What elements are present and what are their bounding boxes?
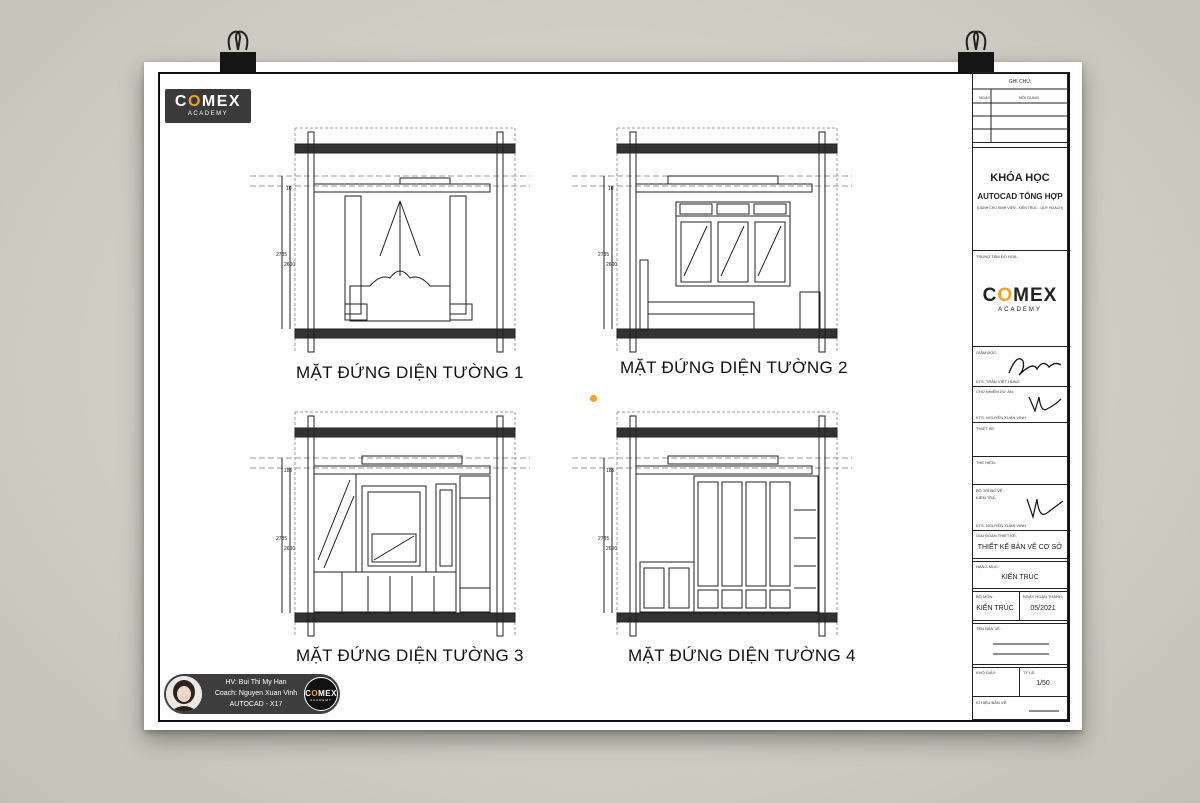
tb-scale-label: TỶ LỆ: (1023, 670, 1036, 675)
tb-logo-text: COMEX (982, 285, 1058, 306)
tb-category-value: KIẾN TRÚC (1001, 574, 1039, 581)
tb-notes (973, 73, 1067, 143)
elevation-2-dim-2: 2785 (598, 252, 610, 258)
tb-drafter (973, 457, 1067, 485)
elevation-3-caption: MẶT ĐỨNG DIỆN TƯỜNG 3 (296, 646, 524, 665)
tb-phase-value: THIẾT KẾ BẢN VẼ CƠ SỞ (977, 544, 1063, 551)
comex-logo (165, 89, 251, 123)
tb-course-line2: AUTOCAD TỔNG HỢP (977, 192, 1063, 201)
elevation-1-dim-1: 10 (286, 186, 292, 192)
tb-notes-title: GHI CHÚ: (1008, 79, 1032, 85)
elevation-4-dim-3: 2600 (606, 546, 618, 552)
tb-project-lead-name: KTS. NGUYỄN XUÂN VINH (976, 415, 1027, 420)
student-avatar-icon (166, 676, 202, 712)
tb-drawing-name (973, 623, 1067, 665)
tb-course (973, 147, 1067, 251)
tb-course-line3: (DÀNH CHO SINH VIÊN - KIẾN TRÚC - QUY HOẠCH) (977, 206, 1063, 210)
tb-center-label: TRUNG TÂM ĐỒ HỌA: (976, 254, 1018, 259)
tb-date-label: NGÀY HOÀN THÀNH: (1023, 594, 1063, 599)
elevation-1-drawing (250, 126, 530, 354)
tb-dept-value: KIẾN TRÚC (976, 605, 1014, 612)
student-badge-logo (304, 677, 338, 711)
tb-checker-label-2: KIỂM TRA: (976, 495, 996, 500)
elevation-2-caption: MẶT ĐỨNG DIỆN TƯỜNG 2 (620, 358, 848, 377)
tb-paper-scale (973, 667, 1067, 697)
elevation-2-dim-3: 2600 (606, 262, 618, 268)
tb-checker (973, 485, 1067, 531)
tb-designer (973, 423, 1067, 457)
avatar (166, 676, 202, 712)
project-lead-signature-icon (1025, 391, 1065, 417)
student-logo-subtext: ACADEMY (310, 698, 332, 702)
logo-text: COMEX (174, 93, 242, 110)
tb-scale-value: 1/50 (1036, 680, 1050, 687)
tb-phase-label: GIAI ĐOẠN THIẾT KẾ: (976, 533, 1017, 538)
student-logo-text: COMEX (305, 689, 337, 698)
elevation-3-dim-2: 2785 (276, 536, 288, 542)
tb-director-label: GIÁM ĐỐC: (976, 350, 998, 355)
tb-drawing-no (973, 697, 1067, 719)
binder-clip-left-icon (218, 30, 258, 74)
student-course: AUTOCAD - X17 (229, 701, 283, 708)
tb-drawing-no-label: KÍ HIỆU BẢN VẼ: (976, 700, 1008, 705)
tb-drawing-name-label: TÊN BẢN VẼ: (976, 626, 1001, 631)
tb-paper-label: KHỔ GIẤY: (976, 670, 997, 675)
tb-notes-col-content: NỘI DUNG (1019, 95, 1039, 100)
logo-subtext: ACADEMY (187, 111, 229, 117)
tb-category-label: HẠNG MỤC: (976, 564, 999, 569)
elevation-2-drawing (572, 126, 852, 354)
tb-phase (973, 531, 1067, 559)
elevation-1-caption: MẶT ĐỨNG DIỆN TƯỜNG 1 (296, 363, 524, 382)
tb-dept-label: BỘ MÔN: (976, 594, 994, 599)
tb-drafter-label: THỂ HIỆN: (976, 460, 996, 465)
elevation-4-drawing (572, 410, 852, 638)
tb-project-lead-label: CHỦ NHIỆM DỰ ÁN: (976, 389, 1014, 394)
orange-marker-dot (590, 395, 597, 402)
title-block (972, 72, 1068, 720)
binder-clip-right-icon (956, 30, 996, 74)
elevation-4-dim-2: 2785 (598, 536, 610, 542)
student-name: HV: Bui Thi My Han (225, 679, 287, 686)
tb-category (973, 561, 1067, 589)
tb-director-name: KTS. TRẦN VIỆT HÙNG (976, 379, 1020, 384)
tb-designer-label: THIẾT KẾ: (976, 426, 996, 431)
elevation-2-dim-1: 10 (608, 186, 614, 192)
elevation-1-dim-3: 2600 (284, 262, 296, 268)
student-coach: Coach: Nguyen Xuan Vinh (214, 690, 298, 697)
elevation-4-dim-1: 185 (606, 468, 615, 474)
elevation-3-dim-3: 2600 (284, 546, 296, 552)
elevation-3-drawing (250, 410, 530, 638)
tb-project-lead (973, 387, 1067, 423)
tb-drawing-no-line (973, 697, 1069, 719)
tb-drawing-name-lines (973, 624, 1069, 666)
tb-checker-name: KTS. NGUYỄN XUÂN VINH (976, 523, 1027, 528)
elevation-4-caption: MẶT ĐỨNG DIỆN TƯỜNG 4 (628, 646, 856, 665)
tb-notes-col-date: NGÀY (979, 95, 991, 100)
elevation-1-dim-2: 2785 (276, 252, 288, 258)
tb-date-value: 05/2021 (1030, 605, 1056, 612)
tb-checker-label-1: BỘ TRÌ BỐ VẼ: (976, 488, 1004, 493)
student-badge (164, 674, 340, 714)
tb-course-line1: KHÓA HỌC (990, 172, 1050, 184)
tb-director (973, 347, 1067, 387)
tb-notes-grid (973, 73, 1069, 143)
tb-logo-subtext: ACADEMY (998, 307, 1042, 313)
tb-dept-date (973, 591, 1067, 621)
elevation-3-dim-1: 185 (284, 468, 293, 474)
tb-center-logo (973, 285, 1067, 313)
tb-center (973, 251, 1067, 347)
checker-signature-icon (1023, 493, 1065, 523)
director-signature-icon (1003, 351, 1065, 381)
